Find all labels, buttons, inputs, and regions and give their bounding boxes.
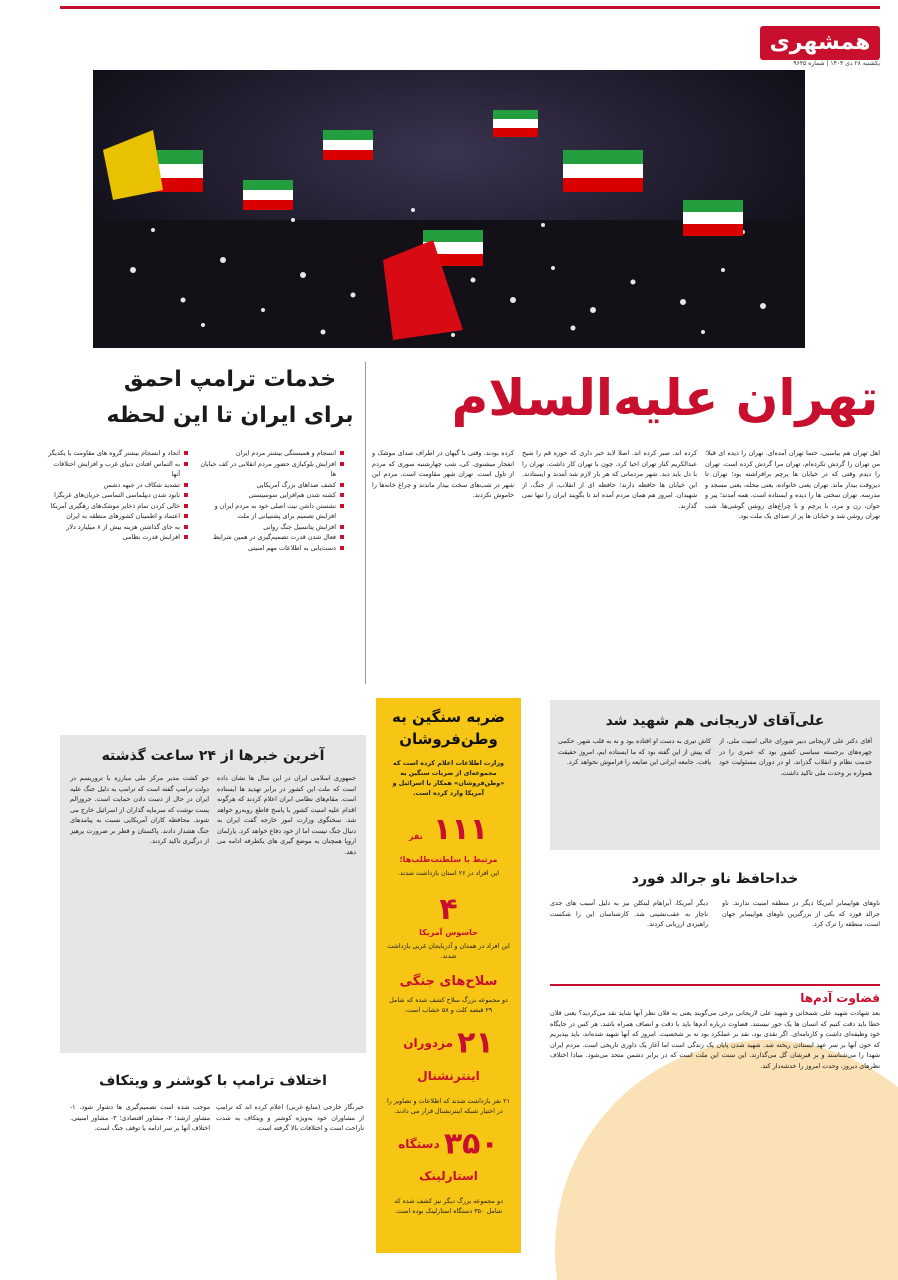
bullet-item: کشته شدن هم‌افزایی سوسیستی	[199, 490, 344, 501]
qadavat-title: قضاوت آدم‌ها	[800, 991, 880, 1005]
stat4-value: ۲۱	[457, 1025, 494, 1061]
intel-lead: وزارت اطلاعات اعلام کرده است که مجموعه‌ای از ضربات سنگین به «وطن‌فروشان» همکار با اسرائیل و آمریکا وارد کرده است.	[392, 759, 505, 797]
stat1-text: این افراد در ۲۶ استان بازداشت شدند.	[397, 869, 500, 877]
qadavat-text: بعد شهادت شهید علی شمخانی و شهید علی لاریجانی برخی می‌گویند یعنی به فلان نظر آنها شاید نقد می‌کردید؟ یعنی فلان خطا باید دقت کنیم که انسان ها یک جور نیستند. قضاوت درباره آدم‌ها باید با دقت و انصاف همراه باشد. هر کس در جایگاه خود وظیفه‌ای داشت و کارنامه‌ای. اگر نقدی بود، نقد بر عملکرد بود نه بر شخصیت. امروز که آنها شهید شده‌اند، باید بپذیریم که خون آنها بر سر عهد ایستادن ریخته شد. شهید شدن پایان یک زندگی است اما آغاز یک داوری تاریخی است. مردم ایران شهدا را می‌شناسند و بر قبرشان گل می‌گذارند. این سنت این ملت است که در برابر دشمن متحد می‌شود. مبادا اختلاف نظرهای دیروز، وحدت امروز را خدشه‌دار کند.	[550, 1009, 880, 1070]
main-headline: تهران علیه‌السلام	[451, 369, 879, 427]
lead-text-col2: کرده اند، صبر کرده اند. اصلا لابد خبر داری که حوزه قم را شیخ عبدالکریم کنار تهران احیا کرد. چون با تهران کار داشت. تهران را با دل باید دید. شهر مردمانی که هر بار لازم شد آمدند و ایستادند. این خیابان ها حافظه دارند؛ حافظه ای از انقلاب، از جنگ، از شهیدان. امروز هم همان مردم آمده اند تا بگویند ایران را تنها نمی گذارند.	[522, 449, 697, 510]
latest-news-title: آخرین خبرها از ۲۴ ساعت گذشته	[101, 748, 325, 764]
ford-col1: ناوهای هواپیمابر آمریکا دیگر در منطقه امنیت ندارند. ناو جرالد فورد که یکی از بزرگترین ناوهای هواپیمابر جهان است، منطقه را ترک کرد.	[722, 899, 880, 928]
larijani-box	[550, 700, 880, 850]
bullet-item: تشدید شکاف در جبهه دشمن	[43, 480, 188, 491]
side-headline-line2: برای ایران تا این لحظه	[106, 403, 354, 428]
stat5-head: دستگاه استارلینک	[398, 1136, 478, 1183]
stat2-number: ۴	[439, 892, 458, 927]
stat5-text: دو مجموعه بزرگ دیگر نیز کشف شده که شامل ۳۵۰ دستگاه استارلینک بوده است.	[394, 1197, 503, 1215]
section-rule	[550, 984, 880, 986]
masthead	[0, 0, 898, 70]
larijani-col-right: آقای دکتر علی لاریجانی دبیر شورای عالی امنیت ملی، از چهره‌های برجسته سیاسی کشور بود که عمری را در خدمت نظام و انقلاب گذراند. او در دوران مسئولیت خود همواره بر وحدت ملی تاکید داشت.	[719, 737, 872, 777]
stat1-head: مرتبط با سلطنت‌طلب‌ها؛	[399, 855, 498, 864]
side-headline-line1: خدمات ترامپ احمق	[123, 367, 337, 392]
stat3-text: دو مجموعه بزرگ سلاح کشف شده که شامل ۲۹ قبضه کلت و ۵۸ خشاب است.	[389, 996, 508, 1014]
rally-photo	[93, 70, 805, 348]
bullet-list-left	[43, 448, 188, 738]
lead-text-col1: اهل تهران هم بیاسبی، حتما تهران آمده‌ای. تهران را دیده ای قبلا؛ من تهران را گردش نکرده‌ام، تهران مرا گردش کرده است. تهران را دیدم وقتی که در خیابان ها پرچم برافراشته بود؛ تهران تا دیروقت بیدار ماند. تهران یعنی خانواده، یعنی محله، یعنی مسجد و مدرسه. تهران سختی ها را دیده و ایستاده است. همه آمدند؛ پیر و جوان، زن و مرد، با پرچم و با چراغ‌های روشن گوشی‌ها. شب تهران روشن شد و خیابان ها پر از صدای یک ملت بود.	[705, 449, 880, 520]
lead-text-col3: کرده بودند، وقتی با گیهان در اطراف صدای موشک و انفجار میشنوی. کی، شب چهارشنبه سوری که مردم از تاول است. تهران شهر مقاومت است. مردم این شهر در شب‌های سخت بیدار ماندند و چراغ خانه‌ها را خاموش نکردند.	[372, 449, 514, 499]
stat1-unit: نفر	[408, 832, 423, 841]
bullet-item: به التماس افتادن دنیای غرب و افزایش اختلافات آنها	[43, 459, 188, 480]
side-headline	[60, 362, 400, 434]
stat5-value: ۳۵۰	[443, 1126, 499, 1161]
stat4-head: مزدوران اینترنشنال	[403, 1036, 480, 1083]
larijani-col-left: کاش تیری به دست او افتاده بود و نه به قلب شهر. حکمی که پیش از این گفته بود که ما ایستاده ایم، امروز حقیقت یافت. جامعه ایرانی این ضایعه را فراموش نخواهد کرد.	[558, 737, 711, 766]
latest-news-col-left: جو کشت مدیر مرکز ملی مبارزه با تروریسم در دولت ترامپ گفته است که ترامپ به دلیل جنگ علیه ایران در حال از دست دادن حمایت است. جروزالم پست نوشت که سرمایه گذاران از اسرائیل خارج می شوند. محافظه کاران آمریکایی نسبت به پیامدهای جنگ هشدار دادند. پاکستان و قطر بر ضرورت پرهیز از درگیری تاکید کردند.	[70, 774, 209, 845]
bullet-item: اتحاد و انسجام بیشتر گروه های مقاومت با یکدیگر	[43, 448, 188, 459]
bullet-item: نابود شدن دیپلماسی التماسی جریان‌های غربگرا	[43, 490, 188, 501]
bullet-list-right	[199, 448, 344, 738]
bullet-item: کشف صداهای بزرگ آمریکایی	[199, 480, 344, 491]
stat5-line	[386, 1128, 511, 1193]
newspaper-logo[interactable]: همشهری	[760, 26, 880, 60]
latest-news-col-right: جمهوری اسلامی ایران در این سال ها نشان داده است که ملت این کشور در برابر تهدید ها ایستاده است. مقام‌های نظامی ایران اعلام کردند که هرگونه اقدام علیه امنیت کشور با پاسخ قاطع روبه‌رو خواهد شد. سخنگوی وزارت امور خارجه گفت ایران به دنبال جنگ نیست اما از خود دفاع خواهد کرد. پارلمان اروپا همچنان به موضع گیری های یکطرفه ادامه می دهد.	[217, 774, 356, 856]
trump-rift-col1: موجب شده است تصمیم‌گیری ها دشوار شود. ۱- مشاور ارشد؛ ۲- مشاور اقتصادی؛ ۳- مشاور امنیتی. اختلاف آنها بر سر ادامه یا توقف جنگ است.	[70, 1103, 210, 1132]
intelligence-box	[376, 698, 521, 1253]
bullet-item: به جای گذاشتن هزینه بیش از ۸ میلیارد دلار	[43, 522, 188, 533]
column-divider	[365, 362, 366, 684]
bullet-item: اعتماد و اطمینان کشورهای منطقه به ایران	[43, 511, 188, 522]
larijani-title: علی‌آقای لاریجانی هم شهید شد	[605, 713, 825, 729]
latest-news-box	[60, 735, 366, 1053]
stat2-text: این افراد در همدان و آذربایجان غربی بازداشت شدند.	[387, 942, 510, 960]
ford-col2: دیگر آمریکا، آبراهام لینکلن نیز به دلیل آسیب های جدی ناچار به عقب‌نشینی شد. کارشناسان این را شکست راهبردی ارزیابی کردند.	[550, 899, 708, 928]
bullet-item: فعال شدن قدرت تصمیم‌گیری در همین شرایط	[199, 532, 344, 543]
latest-news-columns	[70, 773, 356, 1041]
larijani-columns	[558, 736, 872, 836]
bullet-item: انسجام و همبستگی بیشتر مردم ایران	[199, 448, 344, 459]
rally-photo-illustration	[93, 70, 805, 348]
stat3-head: سلاح‌های جنگی	[399, 974, 498, 989]
bullet-item: خالی کردن تمام ذخایر موشک‌های رهگیری آمریکا	[43, 501, 188, 512]
bullet-item: دست‌یابی به اطلاعات مهم امنیتی	[199, 543, 344, 554]
bullet-item: افزایش پتانسیل جنگ روانی	[199, 522, 344, 533]
ford-title: خداحافظ ناو جرالد فورد	[631, 871, 799, 887]
stat2-head: جاسوس آمریکا	[419, 928, 478, 937]
bullet-item: نشستن داشن نیت اصلی خود به مردم ایران و افزایش تصمیم برای پشتیبانی از ملت	[199, 501, 344, 522]
trump-rift-col2: خبرنگار خارجی (منابع غربی) اعلام کرده اند که ترامپ از مشاوران خود به‌ویژه کوشنر و ویتکاف به شدت ناراحت است و اختلافات بالا گرفته است.	[216, 1103, 364, 1132]
trump-rift-title: اختلاف ترامپ با کوشنر و ویتکاف	[99, 1073, 327, 1089]
intel-title: ضربه سنگین به وطن‌فروشان	[392, 708, 505, 748]
stat1-value: ۱۱۱	[433, 812, 489, 847]
stat1-number	[386, 812, 511, 855]
stat4-line	[386, 1027, 511, 1092]
issue-line: یکشنبه ۲۸ دی ۱۴۰۴ | شماره ۹۶۴۵	[793, 60, 880, 67]
stat4-text: ۲۱ نفر بازداشت شدند که اطلاعات و تصاویر را در اختیار شبکه اینترنشنال قرار می دادند.	[386, 1096, 511, 1115]
bullet-item: افزایش قدرت نظامی	[43, 532, 188, 543]
bullet-item: افزایش بلوکبازی حضور مردم انقلابی در کف خیابان ها	[199, 459, 344, 480]
top-rule	[60, 6, 880, 9]
